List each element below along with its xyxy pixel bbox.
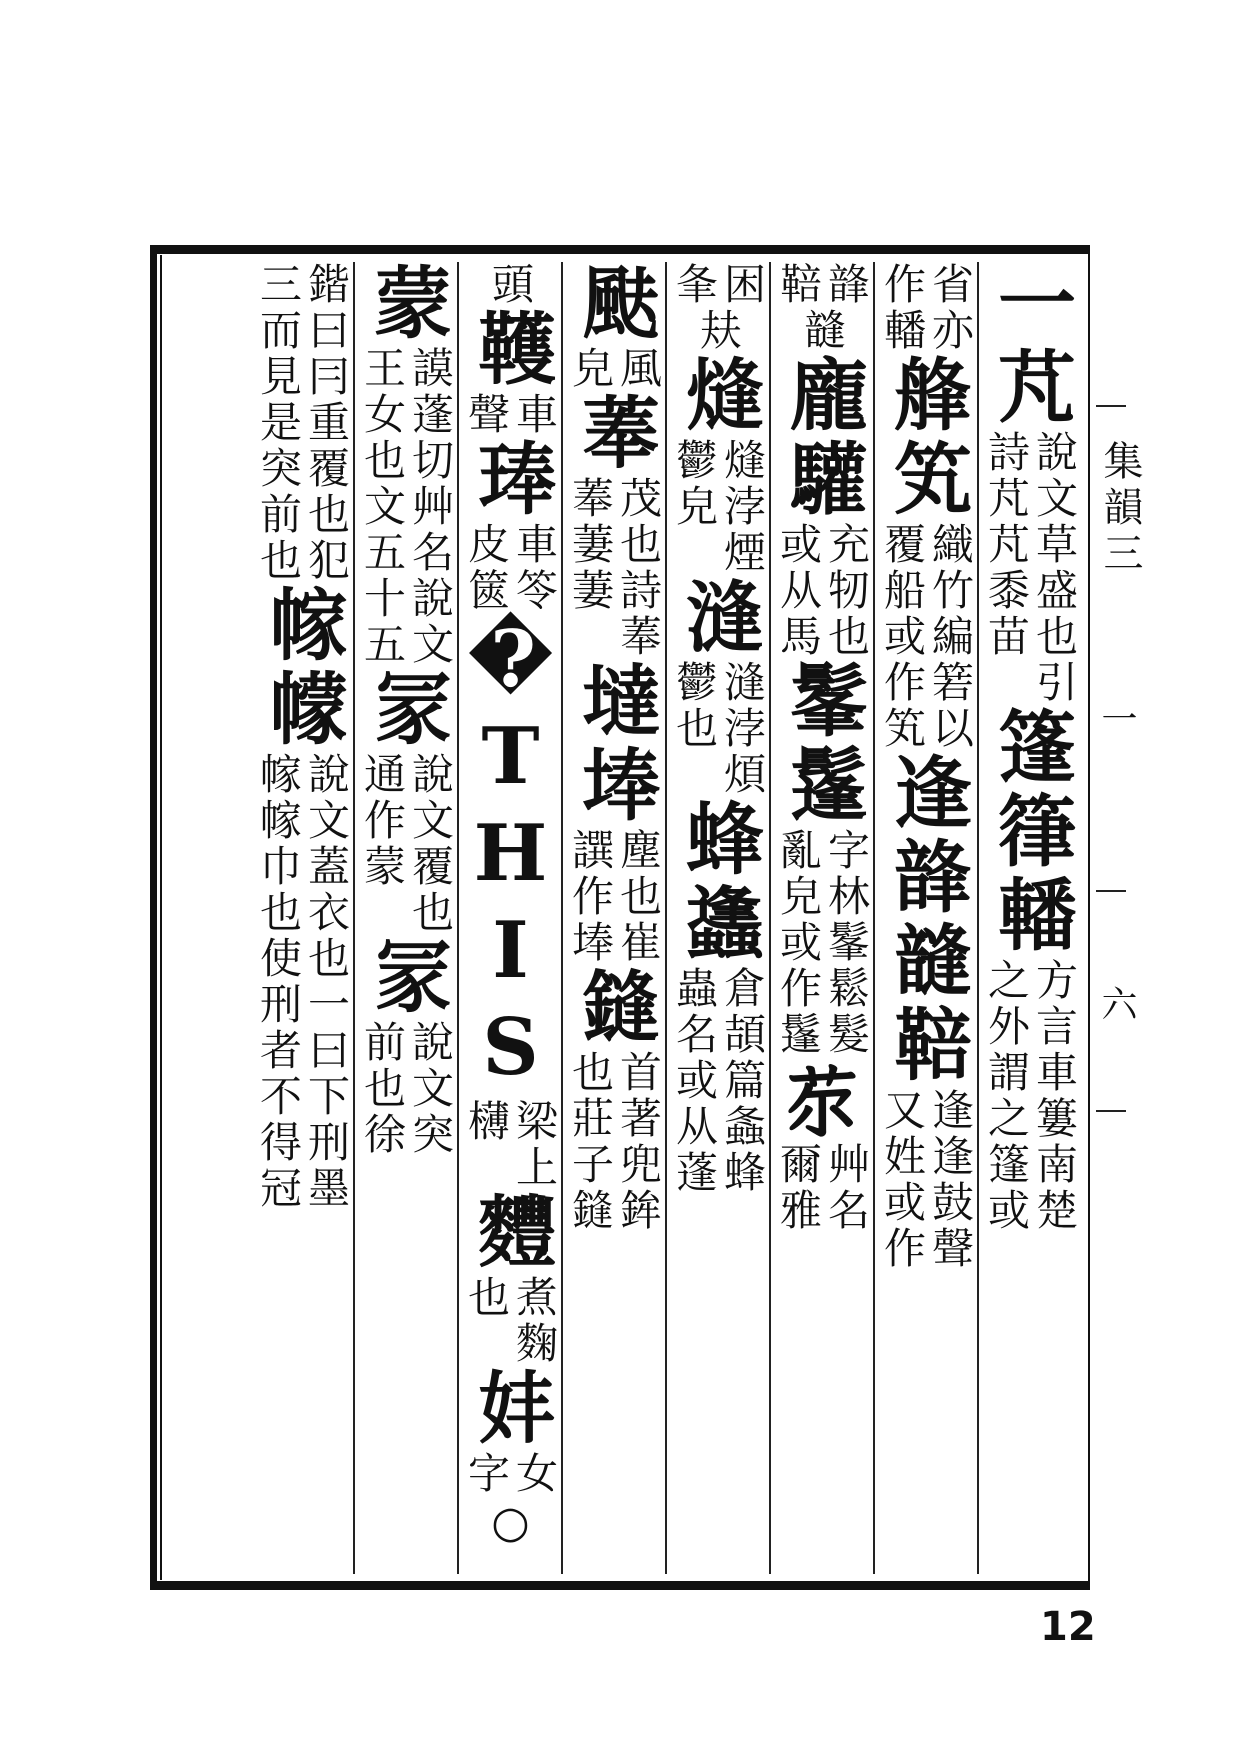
annotation-pair — [358, 1020, 455, 1158]
headword: 蒙 — [361, 262, 452, 346]
annotation-right: 車笭 — [510, 522, 559, 614]
annotation-pair — [254, 262, 351, 584]
headword: 蠭 — [673, 882, 764, 966]
margin-leaf: 六 — [1096, 985, 1137, 1021]
annotation-left: 幏幏巾也使刑者不得冠 — [254, 752, 303, 1212]
annotation-left: 覆船或作笂 — [878, 522, 927, 752]
annotation-pair — [462, 522, 559, 614]
annotation-left: 詩芃芃黍苗 — [982, 430, 1031, 660]
annotation-pair — [670, 966, 767, 1196]
annotation-pair — [358, 346, 455, 668]
headword: 冡 — [361, 936, 452, 1020]
annotation-left: 鬱皃 — [670, 438, 719, 530]
headword: 艂 — [881, 354, 972, 438]
annotation-right: 風 — [614, 346, 663, 392]
headword: 麷 — [465, 1191, 556, 1275]
annotation-right: 織竹編箬以 — [926, 522, 975, 752]
margin-tick — [1096, 890, 1126, 892]
headword: 龐 — [777, 354, 868, 438]
annotation-right: 省亦 — [926, 262, 975, 354]
headword: 韄 — [465, 308, 556, 392]
annotation-pair — [878, 262, 975, 354]
annotation-left: 字 — [462, 1451, 511, 1497]
headword: 鏠 — [569, 966, 660, 1050]
headword: 鞛 — [881, 1004, 972, 1088]
annotation-right: 逢逢鼓聲 — [926, 1088, 975, 1272]
annotation-pair — [462, 1451, 559, 1497]
annotation-pair — [982, 430, 1079, 706]
annotation-pair — [878, 1088, 975, 1272]
headword: �THIS — [465, 614, 556, 1099]
annotation-pair — [774, 1142, 871, 1234]
annotation-left: 前也徐 — [358, 1020, 407, 1158]
annotation-left: 之外謂之篷或 — [982, 958, 1031, 1234]
annotation-pair — [462, 392, 559, 438]
annotation-right: 充牣也 — [822, 522, 871, 660]
margin-tick — [1096, 1110, 1126, 1112]
headword: 驩 — [777, 438, 868, 522]
annotation-pair — [462, 1099, 559, 1191]
annotation-pair — [566, 346, 663, 392]
annotation-pair — [774, 828, 871, 1058]
headword: 幏 — [257, 584, 348, 668]
page-number: 12 — [1040, 1604, 1096, 1650]
text-column — [458, 262, 562, 1574]
annotation-left: 也莊子鏠 — [566, 1050, 615, 1234]
section-circle-mark: ○ — [485, 1497, 536, 1552]
annotation-left: 作轓 — [878, 262, 927, 354]
annotation-right: 女 — [510, 1451, 559, 1497]
margin-folio: 一 — [1096, 700, 1137, 736]
headword: 韼 — [881, 920, 972, 1004]
headword: 漨 — [673, 576, 764, 660]
headword: 髼 — [777, 660, 868, 744]
annotation-left: 欂 — [462, 1099, 511, 1145]
headword: 一 — [985, 262, 1076, 346]
annotation-left: 夆 — [670, 262, 719, 308]
annotation-pair — [670, 438, 767, 576]
headword: 蜂 — [673, 798, 764, 882]
headword: 逢 — [881, 752, 972, 836]
annotation-left: 鬱也 — [670, 660, 719, 752]
annotation-left: 亂皃或作鬔 — [774, 828, 823, 1058]
annotation-right: 方言車簍南楚 — [1030, 958, 1079, 1234]
annotation-pair — [462, 1275, 559, 1367]
text-column — [770, 262, 874, 1574]
text-column — [874, 262, 978, 1574]
annotation-right: 韸 — [822, 262, 871, 308]
annotation-pair — [878, 522, 975, 752]
annotation-left: 又姓或作 — [878, 1088, 927, 1272]
annotation-pair — [670, 660, 767, 798]
annotation-left: 聲 — [462, 392, 511, 438]
annotation-right: 謨蓬切艸名說文 — [406, 346, 455, 668]
annotation-right: 倉頡篇螽蜂 — [718, 966, 767, 1196]
annotation-right: 艸名 — [822, 1142, 871, 1234]
annotation-right: 車 — [510, 392, 559, 438]
annotation-text: 㚘 — [694, 308, 743, 354]
text-column — [978, 262, 1082, 1574]
headword: 妦 — [465, 1367, 556, 1451]
annotation-pair — [566, 476, 663, 660]
annotation-pair — [358, 752, 455, 936]
text-column — [250, 262, 354, 1574]
annotation-pair — [774, 522, 871, 660]
annotation-left: 通作蒙 — [358, 752, 407, 890]
headword: 冡 — [361, 668, 452, 752]
margin-title: 集韻三 — [1097, 440, 1143, 578]
headword: 熢 — [673, 354, 764, 438]
annotation-pair — [566, 1050, 663, 1234]
annotation-right: 鍇曰冃重覆也犯 — [302, 262, 351, 584]
annotation-pair — [982, 958, 1079, 1234]
headword: 菶 — [569, 392, 660, 476]
annotation-left: 三而見是突前也 — [254, 262, 303, 584]
annotation-left: 皃 — [566, 346, 615, 392]
annotation-right: 說文覆也 — [406, 752, 455, 936]
annotation-right: 茂也詩菶 — [614, 476, 663, 660]
headword: 墶 — [569, 660, 660, 744]
annotation-left: 王女也文五十五 — [358, 346, 407, 668]
annotation-right: 說文草盛也引 — [1030, 430, 1079, 706]
annotation-pair — [566, 828, 663, 966]
annotation-left: 鞛 — [774, 262, 823, 308]
annotation-left: 譔作埲 — [566, 828, 615, 966]
headword: 韸 — [881, 836, 972, 920]
annotation-left: 蟲名或从蓬 — [670, 966, 719, 1196]
annotation-text: 韼 — [798, 308, 847, 354]
headword: 埲 — [569, 744, 660, 828]
annotation-text: 頭 — [486, 262, 535, 308]
annotation-right: 首著兜鉾 — [614, 1050, 663, 1234]
annotation-left: 菶萋萋 — [566, 476, 615, 614]
annotation-pair — [254, 752, 351, 1212]
annotation-right: 梁上 — [510, 1099, 559, 1191]
annotation-left: 爾雅 — [774, 1142, 823, 1234]
text-column — [666, 262, 770, 1574]
annotation-left: 也 — [462, 1275, 511, 1321]
headword: 幪 — [257, 668, 348, 752]
annotation-left: 皮篋 — [462, 522, 511, 614]
headword: 笂 — [881, 438, 972, 522]
annotation-right: 塵也崔 — [614, 828, 663, 966]
annotation-pair — [774, 262, 871, 308]
annotation-right: 說文蓋衣也一曰下刑墨 — [302, 752, 351, 1212]
text-column — [354, 262, 458, 1574]
headword: 琫 — [465, 438, 556, 522]
text-column — [562, 262, 666, 1574]
annotation-right: 說文突 — [406, 1020, 455, 1158]
headword: 𦬼 — [777, 1058, 868, 1142]
frame-inner-line — [160, 255, 162, 1580]
annotation-pair — [670, 262, 767, 308]
headword: 鬔 — [777, 744, 868, 828]
annotation-left: 或从馬 — [774, 522, 823, 660]
annotation-right: 煮麴 — [510, 1275, 559, 1367]
annotation-right: 漨浡煩 — [718, 660, 767, 798]
headword: 篷箻轓 — [985, 706, 1076, 958]
margin-tick — [1096, 405, 1126, 407]
headword: 芃 — [985, 346, 1076, 430]
annotation-right: 困 — [718, 262, 767, 308]
headword: 颫 — [569, 262, 660, 346]
annotation-right: 字林髼鬆髮 — [822, 828, 871, 1058]
annotation-right: 熢浡煙 — [718, 438, 767, 576]
